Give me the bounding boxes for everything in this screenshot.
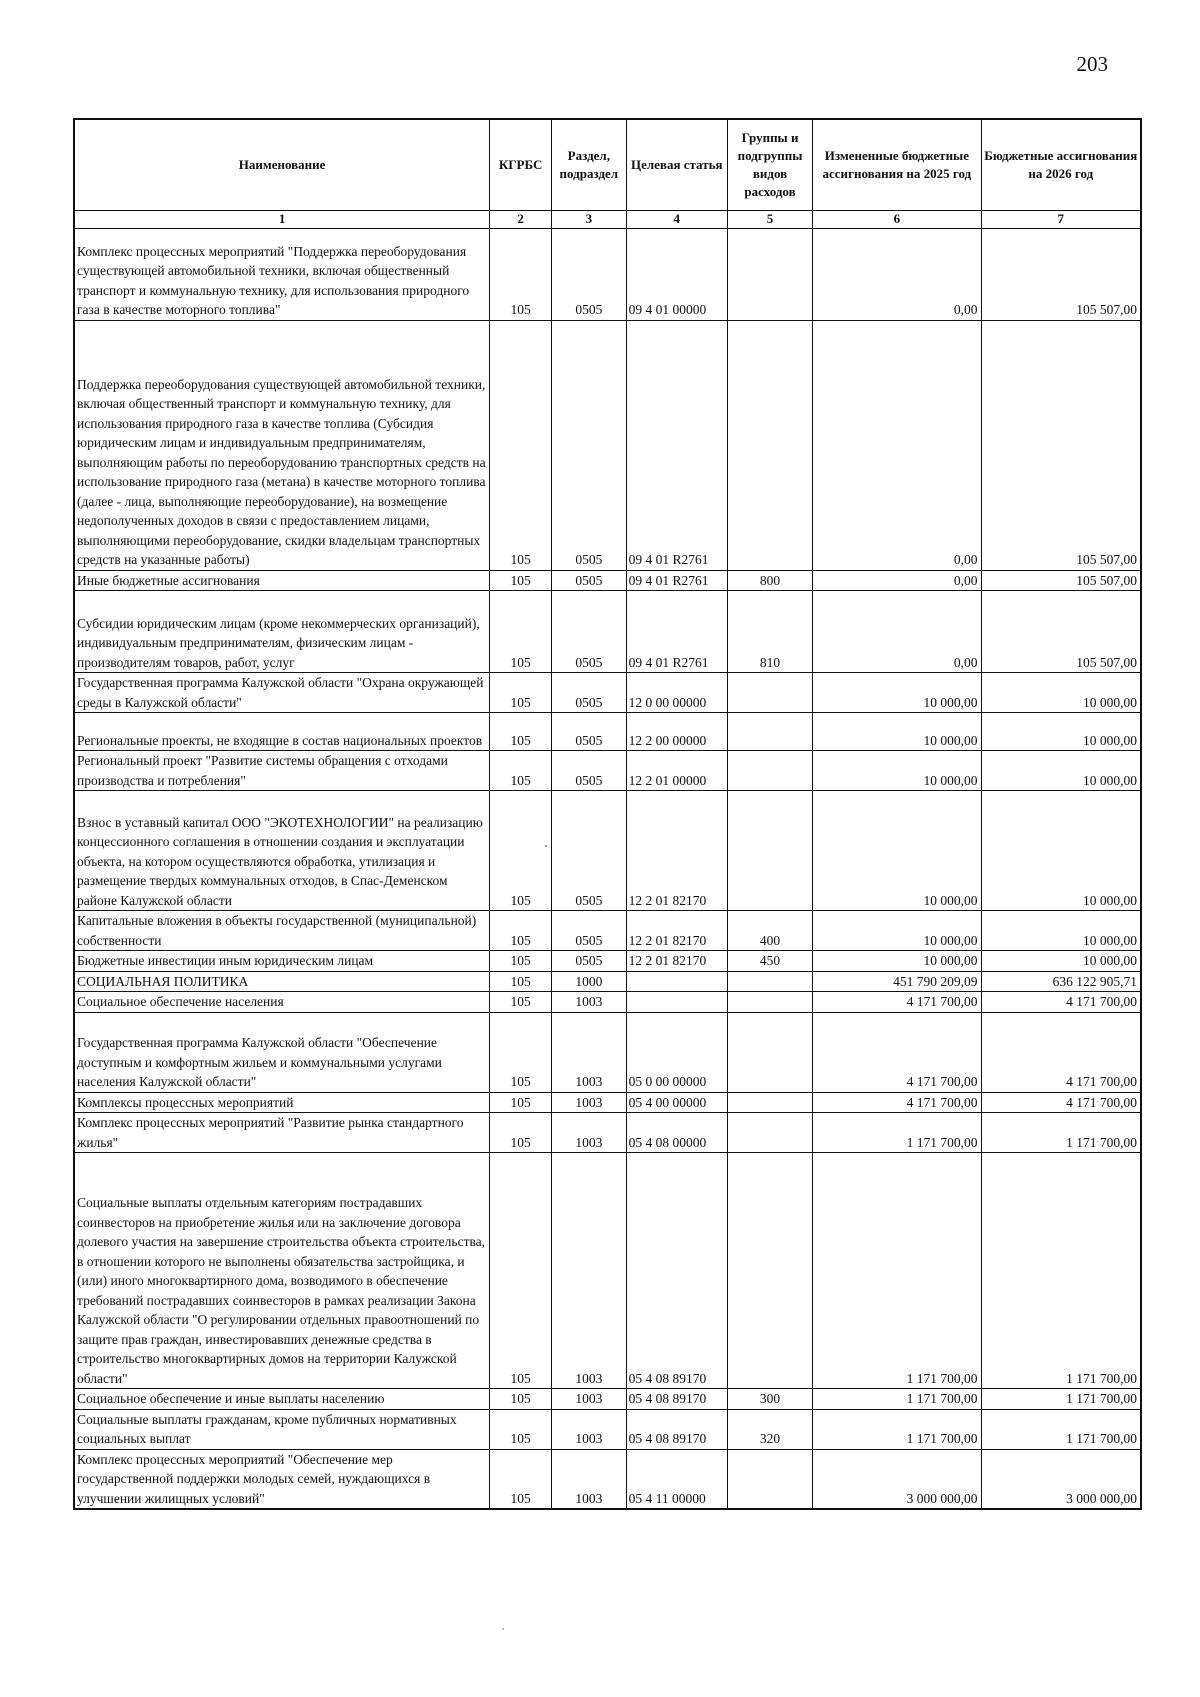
row-kgrbs: 105 — [490, 992, 552, 1013]
row-amount-2026: 4 171 700,00 — [981, 992, 1141, 1013]
header-name: Наименование — [74, 119, 490, 210]
row-amount-2026: 10 000,00 — [981, 791, 1141, 911]
row-amount-2026: 3 000 000,00 — [981, 1449, 1141, 1509]
row-amount-2025: 10 000,00 — [813, 791, 981, 911]
row-kgrbs: 105 — [490, 1153, 552, 1389]
row-amount-2026: 105 507,00 — [981, 228, 1141, 320]
column-number: 7 — [981, 210, 1141, 228]
row-kgrbs: 105 — [490, 971, 552, 992]
budget-table-container — [73, 118, 1142, 1510]
table-row — [74, 570, 1141, 591]
row-amount-2025: 10 000,00 — [813, 713, 981, 751]
row-section: 0505 — [552, 713, 627, 751]
row-section: 1003 — [552, 1113, 627, 1153]
row-kgrbs: 105 — [490, 1389, 552, 1410]
row-name: Социальные выплаты отдельным категориям пострадавших соинвесторов на приобретение жилья или на заключение договора долевого участия на завершение строительства объекта строительства, в отношении которого не выполнены обязательства застройщика, и (или) иного многоквартирного дома, возводимого в обеспечение требований пострадавших соинвесторов в рамках реализации Закона Калужской области "О регулировании отдельных правоотношений по защите прав граждан, инвестировавших денежные средства в строительство многоквартирных домов на территории Калужской области" — [74, 1153, 490, 1389]
row-section: 1003 — [552, 1389, 627, 1410]
row-section: 0505 — [552, 570, 627, 591]
row-amount-2025: 3 000 000,00 — [813, 1449, 981, 1509]
row-target-article: 05 4 11 00000 — [626, 1449, 727, 1509]
table-row — [74, 228, 1141, 320]
row-name: Региональные проекты, не входящие в состав национальных проектов — [74, 713, 490, 751]
row-target-article: 05 0 00 00000 — [626, 1012, 727, 1092]
row-section: 0505 — [552, 591, 627, 673]
column-number: 4 — [626, 210, 727, 228]
row-kgrbs: 105 — [490, 1113, 552, 1153]
row-kgrbs: 105 — [490, 1449, 552, 1509]
row-amount-2025: 0,00 — [813, 591, 981, 673]
page-number: 203 — [1076, 52, 1108, 76]
row-section: 1003 — [552, 1153, 627, 1389]
row-name: Комплексы процессных мероприятий — [74, 1092, 490, 1113]
row-kgrbs: 105 — [490, 1092, 552, 1113]
row-target-article: 05 4 00 00000 — [626, 1092, 727, 1113]
row-name: Комплекс процессных мероприятий "Обеспечение мер государственной поддержки молодых семей, нуждающихся в улучшении жилищных условий" — [74, 1449, 490, 1509]
table-row — [74, 591, 1141, 673]
row-section: 0505 — [552, 673, 627, 713]
row-name: Взнос в уставный капитал ООО "ЭКОТЕХНОЛОГИИ" на реализацию концессионного соглашения в отношении создания и эксплуатации объекта, на котором осуществляются обработка, утилизация и размещение твердых коммунальных отходов, в Спас-Деменском районе Калужской области — [74, 791, 490, 911]
table-row — [74, 1449, 1141, 1509]
table-row — [74, 1113, 1141, 1153]
row-expense-group: 450 — [727, 951, 812, 972]
row-amount-2025: 0,00 — [813, 320, 981, 570]
row-expense-group — [727, 1092, 812, 1113]
row-amount-2025: 4 171 700,00 — [813, 1012, 981, 1092]
table-row — [74, 1389, 1141, 1410]
row-amount-2026: 1 171 700,00 — [981, 1409, 1141, 1449]
row-target-article: 12 2 01 82170 — [626, 911, 727, 951]
row-amount-2025: 0,00 — [813, 228, 981, 320]
column-number-row — [74, 210, 1141, 228]
row-section: 1003 — [552, 1092, 627, 1113]
row-target-article: 12 2 01 82170 — [626, 791, 727, 911]
row-expense-group — [727, 751, 812, 791]
row-amount-2026: 105 507,00 — [981, 591, 1141, 673]
row-amount-2026: 10 000,00 — [981, 713, 1141, 751]
column-number: 1 — [74, 210, 490, 228]
row-kgrbs: 105 — [490, 228, 552, 320]
row-target-article: 12 2 01 00000 — [626, 751, 727, 791]
table-row — [74, 751, 1141, 791]
row-kgrbs: 105 — [490, 713, 552, 751]
row-expense-group — [727, 1113, 812, 1153]
row-expense-group — [727, 320, 812, 570]
row-kgrbs: 105 — [490, 751, 552, 791]
row-target-article: 12 2 01 82170 — [626, 951, 727, 972]
row-amount-2025: 0,00 — [813, 570, 981, 591]
row-section: 1003 — [552, 1409, 627, 1449]
row-name: Бюджетные инвестиции иным юридическим лицам — [74, 951, 490, 972]
row-amount-2026: 105 507,00 — [981, 570, 1141, 591]
row-name: Капитальные вложения в объекты государственной (муниципальной) собственности — [74, 911, 490, 951]
row-amount-2025: 451 790 209,09 — [813, 971, 981, 992]
row-amount-2026: 1 171 700,00 — [981, 1389, 1141, 1410]
table-row — [74, 1092, 1141, 1113]
row-target-article — [626, 971, 727, 992]
row-kgrbs: 105 — [490, 1012, 552, 1092]
table-row — [74, 1153, 1141, 1389]
row-expense-group — [727, 673, 812, 713]
header-allocations-2026: Бюджетные ассигнования на 2026 год — [981, 119, 1141, 210]
header-row — [74, 119, 1141, 210]
row-target-article: 09 4 01 R2761 — [626, 570, 727, 591]
row-target-article: 09 4 01 R2761 — [626, 320, 727, 570]
row-amount-2026: 1 171 700,00 — [981, 1113, 1141, 1153]
row-target-article — [626, 992, 727, 1013]
row-amount-2025: 10 000,00 — [813, 751, 981, 791]
column-number: 5 — [727, 210, 812, 228]
row-amount-2026: 10 000,00 — [981, 673, 1141, 713]
column-number: 2 — [490, 210, 552, 228]
row-expense-group: 800 — [727, 570, 812, 591]
row-name: Комплекс процессных мероприятий "Развитие рынка стандартного жилья" — [74, 1113, 490, 1153]
row-amount-2026: 10 000,00 — [981, 911, 1141, 951]
scan-speck — [502, 1628, 504, 1630]
row-amount-2026: 4 171 700,00 — [981, 1012, 1141, 1092]
row-expense-group: 810 — [727, 591, 812, 673]
row-section: 0505 — [552, 320, 627, 570]
row-kgrbs: 105 — [490, 1409, 552, 1449]
column-number: 6 — [813, 210, 981, 228]
header-kgrbs: КГРБС — [490, 119, 552, 210]
row-target-article: 05 4 08 89170 — [626, 1409, 727, 1449]
row-name: Иные бюджетные ассигнования — [74, 570, 490, 591]
row-target-article: 05 4 08 89170 — [626, 1153, 727, 1389]
row-section: 1003 — [552, 1449, 627, 1509]
row-name: Социальное обеспечение населения — [74, 992, 490, 1013]
row-amount-2025: 1 171 700,00 — [813, 1113, 981, 1153]
table-row — [74, 992, 1141, 1013]
row-expense-group: 400 — [727, 911, 812, 951]
row-expense-group — [727, 1449, 812, 1509]
row-target-article: 05 4 08 00000 — [626, 1113, 727, 1153]
row-target-article: 12 2 00 00000 — [626, 713, 727, 751]
budget-table — [73, 118, 1142, 1510]
row-amount-2026: 10 000,00 — [981, 751, 1141, 791]
scan-speck — [545, 845, 547, 847]
row-expense-group — [727, 228, 812, 320]
row-expense-group — [727, 971, 812, 992]
table-row — [74, 971, 1141, 992]
row-kgrbs: 105 — [490, 591, 552, 673]
row-name: Государственная программа Калужской области "Обеспечение доступным и комфортным жильем и коммунальными услугами населения Калужской области" — [74, 1012, 490, 1092]
row-target-article: 09 4 01 R2761 — [626, 591, 727, 673]
row-name: СОЦИАЛЬНАЯ ПОЛИТИКА — [74, 971, 490, 992]
row-amount-2026: 636 122 905,71 — [981, 971, 1141, 992]
row-target-article: 05 4 08 89170 — [626, 1389, 727, 1410]
table-row — [74, 673, 1141, 713]
header-expense-groups: Группы и подгруппы видов расходов — [727, 119, 812, 210]
row-name: Субсидии юридическим лицам (кроме некоммерческих организаций), индивидуальным предпринимателям, физическим лицам - производителям товаров, работ, услуг — [74, 591, 490, 673]
row-section: 1000 — [552, 971, 627, 992]
row-kgrbs: 105 — [490, 570, 552, 591]
table-row — [74, 1012, 1141, 1092]
row-amount-2026: 4 171 700,00 — [981, 1092, 1141, 1113]
row-amount-2026: 10 000,00 — [981, 951, 1141, 972]
row-amount-2025: 10 000,00 — [813, 673, 981, 713]
row-name: Социальные выплаты гражданам, кроме публичных нормативных социальных выплат — [74, 1409, 490, 1449]
row-kgrbs: 105 — [490, 320, 552, 570]
row-expense-group — [727, 1012, 812, 1092]
row-section: 0505 — [552, 791, 627, 911]
row-kgrbs: 105 — [490, 951, 552, 972]
row-name: Государственная программа Калужской области "Охрана окружающей среды в Калужской области" — [74, 673, 490, 713]
row-amount-2025: 1 171 700,00 — [813, 1389, 981, 1410]
header-section: Раздел, подраздел — [552, 119, 627, 210]
row-section: 0505 — [552, 951, 627, 972]
row-name: Поддержка переоборудования существующей автомобильной техники, включая общественный транспорт и коммунальную технику, для использования природного газа в качестве топлива (Субсидия юридическим лицам и индивидуальным предпринимателям, выполняющим работы по переоборудованию транспортных средств на использование природного газа (метана) в качестве моторного топлива (далее - лица, выполняющие переоборудование), на возмещение недополученных доходов в связи с предоставлением лицами, выполняющими переоборудование, скидки владельцам транспортных средств на указанные работы) — [74, 320, 490, 570]
row-kgrbs: 105 — [490, 673, 552, 713]
table-row — [74, 713, 1141, 751]
row-amount-2025: 10 000,00 — [813, 951, 981, 972]
row-expense-group: 320 — [727, 1409, 812, 1449]
row-expense-group — [727, 992, 812, 1013]
column-number: 3 — [552, 210, 627, 228]
header-target-article: Целевая статья — [626, 119, 727, 210]
table-row — [74, 320, 1141, 570]
row-kgrbs: 105 — [490, 911, 552, 951]
table-row — [74, 1409, 1141, 1449]
row-expense-group: 300 — [727, 1389, 812, 1410]
row-target-article: 12 0 00 00000 — [626, 673, 727, 713]
row-kgrbs: 105 — [490, 791, 552, 911]
table-row — [74, 951, 1141, 972]
row-section: 1003 — [552, 1012, 627, 1092]
table-row — [74, 911, 1141, 951]
row-amount-2025: 10 000,00 — [813, 911, 981, 951]
row-target-article: 09 4 01 00000 — [626, 228, 727, 320]
row-section: 0505 — [552, 751, 627, 791]
row-amount-2025: 1 171 700,00 — [813, 1153, 981, 1389]
row-expense-group — [727, 791, 812, 911]
row-amount-2025: 4 171 700,00 — [813, 992, 981, 1013]
row-name: Комплекс процессных мероприятий "Поддержка переоборудования существующей автомобильной техники, включая общественный транспорт и коммунальную технику, для использования природного газа в качестве моторного топлива" — [74, 228, 490, 320]
header-allocations-2025: Измененные бюджетные ассигнования на 2025 год — [813, 119, 981, 210]
row-amount-2025: 4 171 700,00 — [813, 1092, 981, 1113]
table-row — [74, 791, 1141, 911]
row-expense-group — [727, 713, 812, 751]
row-amount-2026: 105 507,00 — [981, 320, 1141, 570]
row-amount-2026: 1 171 700,00 — [981, 1153, 1141, 1389]
row-section: 0505 — [552, 911, 627, 951]
row-expense-group — [727, 1153, 812, 1389]
row-section: 1003 — [552, 992, 627, 1013]
row-amount-2025: 1 171 700,00 — [813, 1409, 981, 1449]
row-name: Региональный проект "Развитие системы обращения с отходами производства и потребления" — [74, 751, 490, 791]
row-section: 0505 — [552, 228, 627, 320]
row-name: Социальное обеспечение и иные выплаты населению — [74, 1389, 490, 1410]
